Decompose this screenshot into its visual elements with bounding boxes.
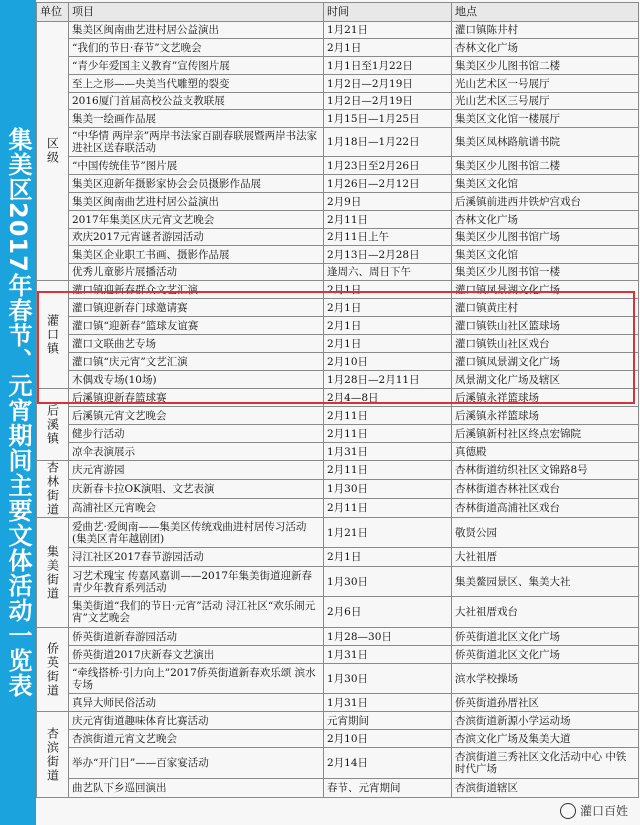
- watermark-text: 灌口百姓: [579, 804, 628, 818]
- table-row: [37, 193, 639, 211]
- table-row: [37, 548, 639, 567]
- table-row: [37, 246, 639, 264]
- project-cell: 庆元宵游园: [69, 461, 324, 480]
- time-cell: 2月1日: [324, 317, 452, 335]
- activity-table: [36, 2, 639, 798]
- project-cell: 凉伞表演展示: [69, 443, 324, 461]
- table-row: [37, 518, 639, 548]
- unit-cell: 灌口镇: [37, 281, 69, 389]
- table-row: [37, 443, 639, 461]
- project-cell: “我们的节日·春节”文艺晚会: [69, 39, 324, 57]
- title-banner: [0, 0, 36, 825]
- place-cell: 杏滨街道辖区: [452, 779, 639, 798]
- table-row: [37, 664, 639, 694]
- place-cell: 集美区文化馆: [452, 175, 639, 193]
- table-row: [37, 407, 639, 425]
- table-row: [37, 93, 639, 110]
- table-row: [37, 371, 639, 389]
- time-cell: 2月11日上午: [324, 229, 452, 246]
- place-cell: 大社祖厝戏台: [452, 597, 639, 628]
- place-cell: 杏林文化广场: [452, 211, 639, 229]
- time-cell: 2月9日: [324, 193, 452, 211]
- project-cell: “中华情 两岸亲”两岸书法家百副春联展暨两岸书法家进社区送春联活动: [69, 128, 324, 157]
- unit-cell: 后溪镇: [37, 389, 69, 461]
- place-cell: 灌口镇凤景湖文化广场: [452, 281, 639, 299]
- table-row: [37, 748, 639, 779]
- header-project: 项目: [69, 3, 324, 22]
- time-cell: 1月28—30日: [324, 628, 452, 646]
- project-cell: 集美街道“我们的节日·元宵”活动 浔江社区“欢乐闹元宵”文艺晚会: [69, 597, 324, 628]
- table-row: [37, 567, 639, 597]
- time-cell: 2月11日: [324, 461, 452, 480]
- time-cell: 1月18日—1月22日: [324, 128, 452, 157]
- time-cell: 1月31日: [324, 646, 452, 664]
- place-cell: 集美区少儿图书馆广场: [452, 229, 639, 246]
- project-cell: 曲艺队下乡巡回演出: [69, 779, 324, 798]
- time-cell: 1月15日—1月25日: [324, 110, 452, 128]
- project-cell: 高浦社区元宵晚会: [69, 499, 324, 518]
- place-cell: 光山艺术区一号展厅: [452, 75, 639, 93]
- table-row: [37, 335, 639, 353]
- place-cell: 杏滨街道三秀社区文化活动中心 中铁时代广场: [452, 748, 639, 779]
- place-cell: 灌口镇铁山社区篮球场: [452, 317, 639, 335]
- table-body: [37, 22, 639, 798]
- project-cell: 庆新春卡拉OK演唱、文艺表演: [69, 480, 324, 499]
- project-cell: 灌口镇迎新春门球邀请赛: [69, 299, 324, 317]
- table-row: [37, 597, 639, 628]
- table-row: [37, 229, 639, 246]
- table-header-row: [37, 3, 639, 22]
- table-row: [37, 110, 639, 128]
- time-cell: 2月10日: [324, 730, 452, 748]
- time-cell: 2月13日—2月28日: [324, 246, 452, 264]
- place-cell: 侨英街道北区文化广场: [452, 628, 639, 646]
- project-cell: 集美区企业职工书画、摄影作品展: [69, 246, 324, 264]
- place-cell: 灌口镇凤景湖文化广场: [452, 353, 639, 371]
- table-row: [37, 425, 639, 443]
- time-cell: 逢周六、周日下午: [324, 264, 452, 281]
- place-cell: 后溪镇永祥篮球场: [452, 389, 639, 407]
- project-cell: 侨英街道新春游园活动: [69, 628, 324, 646]
- project-cell: 木偶戏专场(10场): [69, 371, 324, 389]
- project-cell: 爱曲艺·爱闽南——集美区传统戏曲进村居传习活动(集美区青年越剧团): [69, 518, 324, 548]
- table-row: [37, 730, 639, 748]
- table-row: [37, 353, 639, 371]
- table-row: [37, 281, 639, 299]
- place-cell: 侨英街道北区文化广场: [452, 646, 639, 664]
- table-row: [37, 389, 639, 407]
- time-cell: 2月11日: [324, 211, 452, 229]
- project-cell: 灌口镇“迎新春”篮球友谊赛: [69, 317, 324, 335]
- place-cell: 后溪镇前进西井铁炉宫戏台: [452, 193, 639, 211]
- project-cell: 灌口文联曲艺专场: [69, 335, 324, 353]
- project-cell: 后溪镇元宵文艺晚会: [69, 407, 324, 425]
- time-cell: 1月28日—2月11日: [324, 371, 452, 389]
- place-cell: 侨英街道孙厝社区: [452, 694, 639, 712]
- table-row: [37, 57, 639, 75]
- place-cell: 集美区凤林路航谱书院: [452, 128, 639, 157]
- table-row: [37, 499, 639, 518]
- table-row: [37, 39, 639, 57]
- page-title: 集美区2017年春节、元宵期间主要文体活动一览表: [4, 127, 32, 698]
- unit-cell: 杏滨街道: [37, 712, 69, 798]
- time-cell: 1月23日至2月26日: [324, 157, 452, 175]
- project-cell: “青少年爱国主义教育”宣传图片展: [69, 57, 324, 75]
- project-cell: 至上之形——央美当代雕塑的裂变: [69, 75, 324, 93]
- project-cell: 侨英街道2017庆新春文艺演出: [69, 646, 324, 664]
- project-cell: 优秀儿童影片展播活动: [69, 264, 324, 281]
- unit-cell: 侨英街道: [37, 628, 69, 712]
- project-cell: 庆元宵街道趣味体育比赛活动: [69, 712, 324, 730]
- place-cell: 集美区少儿图书馆二楼: [452, 57, 639, 75]
- project-cell: 浔江社区2017春节游园活动: [69, 548, 324, 567]
- time-cell: 2月14日: [324, 748, 452, 779]
- place-cell: 杏林街道纺织社区文锦路8号: [452, 461, 639, 480]
- project-cell: 集美区闽南曲艺进村居公益演出: [69, 193, 324, 211]
- place-cell: 凤景湖文化广场及辖区: [452, 371, 639, 389]
- time-cell: 1月30日: [324, 567, 452, 597]
- table-row: [37, 157, 639, 175]
- time-cell: 1月2日—2月19日: [324, 93, 452, 110]
- place-cell: 滨水学校操场: [452, 664, 639, 694]
- time-cell: 1月21日: [324, 518, 452, 548]
- project-cell: 举办“开门日”——百家宴活动: [69, 748, 324, 779]
- time-cell: 1月31日: [324, 443, 452, 461]
- place-cell: 集美鳌园景区、集美大社: [452, 567, 639, 597]
- place-cell: 灌口镇黄庄村: [452, 299, 639, 317]
- time-cell: 2月11日: [324, 425, 452, 443]
- unit-cell: 杏林街道: [37, 461, 69, 518]
- place-cell: 敬贤公园: [452, 518, 639, 548]
- time-cell: 2月11日: [324, 407, 452, 425]
- table-row: [37, 264, 639, 281]
- watermark: [560, 802, 628, 819]
- unit-cell: 区级: [37, 22, 69, 281]
- place-cell: 集美区文化馆: [452, 246, 639, 264]
- time-cell: 1月1日至1月22日: [324, 57, 452, 75]
- table-row: [37, 461, 639, 480]
- project-cell: 健步行活动: [69, 425, 324, 443]
- place-cell: 杏林文化广场: [452, 39, 639, 57]
- table-row: [37, 22, 639, 39]
- table-row: [37, 175, 639, 193]
- project-cell: 真异大师民俗活动: [69, 694, 324, 712]
- project-cell: 习艺术瑰宝 传嘉风嘉训——2017年集美街道迎新春青少年教育系列活动: [69, 567, 324, 597]
- project-cell: 集美区迎新年摄影家协会会员摄影作品展: [69, 175, 324, 193]
- place-cell: 真德殿: [452, 443, 639, 461]
- project-cell: 集美区闽南曲艺进村居公益演出: [69, 22, 324, 39]
- wechat-icon: [560, 803, 576, 819]
- table-row: [37, 694, 639, 712]
- header-place: 地点: [452, 3, 639, 22]
- table-row: [37, 646, 639, 664]
- time-cell: 1月30日: [324, 480, 452, 499]
- project-cell: 后溪镇迎新春篮球赛: [69, 389, 324, 407]
- project-cell: 集美一绘画作品展: [69, 110, 324, 128]
- time-cell: 2月4—8日: [324, 389, 452, 407]
- project-cell: “中国传统佳节”图片展: [69, 157, 324, 175]
- time-cell: 2月1日: [324, 548, 452, 567]
- project-cell: 2017年集美区庆元宵文艺晚会: [69, 211, 324, 229]
- time-cell: 1月2日—2月19日: [324, 75, 452, 93]
- place-cell: 光山艺术区三号展厅: [452, 93, 639, 110]
- project-cell: 2016厦门首届高校公益支教联展: [69, 93, 324, 110]
- project-cell: “牵线搭桥·引力向上”2017侨英街道新春欢乐颂 滨水专场: [69, 664, 324, 694]
- time-cell: 2月11日: [324, 499, 452, 518]
- table-row: [37, 75, 639, 93]
- project-cell: 灌口镇迎新春群众文艺汇演: [69, 281, 324, 299]
- table-row: [37, 299, 639, 317]
- place-cell: 后溪镇永祥篮球场: [452, 407, 639, 425]
- place-cell: 集美区少儿图书馆二楼: [452, 157, 639, 175]
- time-cell: 2月1日: [324, 299, 452, 317]
- table-row: [37, 128, 639, 157]
- time-cell: 1月31日: [324, 694, 452, 712]
- place-cell: 大社祖厝: [452, 548, 639, 567]
- place-cell: 杏林街道高浦社区戏台: [452, 499, 639, 518]
- time-cell: 元宵期间: [324, 712, 452, 730]
- table-row: [37, 712, 639, 730]
- time-cell: 1月21日: [324, 22, 452, 39]
- time-cell: 2月1日: [324, 39, 452, 57]
- table-row: [37, 317, 639, 335]
- time-cell: 2月1日: [324, 335, 452, 353]
- time-cell: 春节、元宵期间: [324, 779, 452, 798]
- place-cell: 后溪镇新村社区终点宏锦院: [452, 425, 639, 443]
- project-cell: 灌口镇“庆元宵”文艺汇演: [69, 353, 324, 371]
- place-cell: 杏滨文化广场及集美大道: [452, 730, 639, 748]
- time-cell: 1月30日: [324, 664, 452, 694]
- time-cell: 2月10日: [324, 353, 452, 371]
- place-cell: 灌口镇铁山社区戏台: [452, 335, 639, 353]
- project-cell: 杏滨街道元宵文艺晚会: [69, 730, 324, 748]
- header-time: 时间: [324, 3, 452, 22]
- time-cell: 2月6日: [324, 597, 452, 628]
- header-unit: 单位: [37, 3, 69, 22]
- place-cell: 集美区少儿图书馆一楼: [452, 264, 639, 281]
- unit-cell: 集美街道: [37, 518, 69, 628]
- place-cell: 杏林街道杏林社区戏台: [452, 480, 639, 499]
- table-row: [37, 211, 639, 229]
- place-cell: 集美区文化馆一楼展厅: [452, 110, 639, 128]
- table-row: [37, 779, 639, 798]
- table-row: [37, 480, 639, 499]
- table-row: [37, 628, 639, 646]
- place-cell: 灌口镇陈井村: [452, 22, 639, 39]
- time-cell: 1月26日—2月12日: [324, 175, 452, 193]
- project-cell: 欢庆2017元宵谜者游园活动: [69, 229, 324, 246]
- place-cell: 杏滨街道新源小学运动场: [452, 712, 639, 730]
- time-cell: 2月1日: [324, 281, 452, 299]
